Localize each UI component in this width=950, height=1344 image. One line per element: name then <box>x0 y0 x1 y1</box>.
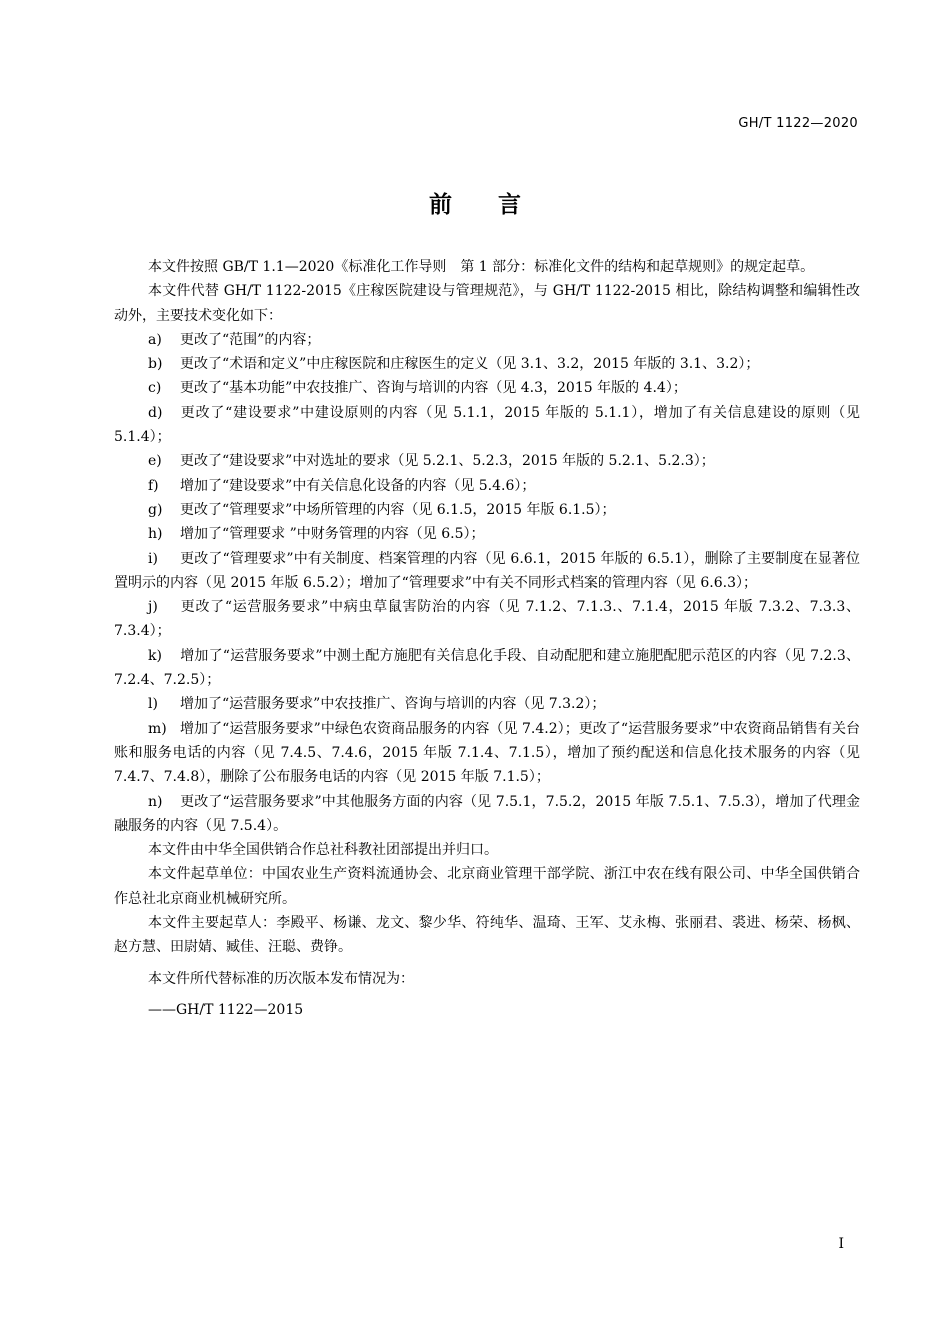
paragraph-replacement: 本文件代替 GH/T 1122-2015《庄稼医院建设与管理规范》，与 GH/T 1122-2015 相比，除结构调整和编辑性改动外，主要技术变化如下： <box>114 283 860 324</box>
preface-body <box>114 255 860 1022</box>
list-item-letter: i) <box>148 550 158 567</box>
list-item-letter: e) <box>148 453 162 470</box>
list-item <box>114 328 860 352</box>
list-item-letter: m) <box>148 720 167 737</box>
list-item <box>114 498 860 522</box>
list-item <box>114 352 860 376</box>
list-item <box>114 692 860 716</box>
changes-list <box>114 328 860 838</box>
list-item <box>114 595 860 644</box>
paragraph-history-version: ——GH/T 1122—2015 <box>148 1001 304 1018</box>
list-item-letter: c) <box>148 380 162 397</box>
list-item <box>114 522 860 546</box>
paragraph-proposer: 本文件由中华全国供销合作总社科教社团部提出并归口。 <box>148 842 498 859</box>
list-item-letter: n) <box>148 793 163 810</box>
list-item-text: 增加了“运营服务要求”中农技推广、咨询与培训的内容（见 7.3.2）； <box>180 696 606 713</box>
paragraph-drafters: 本文件主要起草人：李殿平、杨谦、龙文、黎少华、符纯华、温琦、王军、艾永梅、张丽君、裘进、杨荣、杨枫、赵方慧、田尉婧、臧佳、汪聪、费铮。 <box>114 915 860 956</box>
list-item-text: 更改了“运营服务要求”中病虫草鼠害防治的内容（见 7.1.2、7.1.3.、7.1.4，2015 年版 7.3.2、7.3.3、7.3.4）； <box>114 599 860 640</box>
list-item-text: 更改了“基本功能”中农技推广、咨询与培训的内容（见 4.3，2015 年版的 4.4）； <box>180 380 687 397</box>
list-item-letter: h) <box>148 526 163 543</box>
list-item <box>114 376 860 400</box>
list-item-text: 增加了“运营服务要求”中绿色农资商品服务的内容（见 7.4.2）；更改了“运营服务要求”中农资商品销售有关台账和服务电话的内容（见 7.4.5、7.4.6，2015 年版 7.1.4、7.1.5），增加了预约配送和信息化技术服务的内容（见 7.4.7、7.4.8），删除了公布服务电话的内容（见 2015 年版 7.1.5）； <box>114 720 860 786</box>
paragraph-drafting-units: 本文件起草单位：中国农业生产资料流通协会、北京商业管理干部学院、浙江中农在线有限公司、中华全国供销合作总社北京商业机械研究所。 <box>114 866 860 907</box>
list-item-text: 增加了“建设要求”中有关信息化设备的内容（见 5.4.6）； <box>180 477 536 494</box>
list-item-text: 增加了“运营服务要求”中测土配方施肥有关信息化手段、自动配肥和建立施肥配肥示范区的内容（见 7.2.3、7.2.4、7.2.5）； <box>114 647 860 689</box>
list-item <box>114 790 860 839</box>
list-item-letter: a) <box>148 331 162 348</box>
list-item-letter: j) <box>148 599 158 616</box>
list-item <box>114 401 860 450</box>
list-item <box>114 547 860 596</box>
list-item-letter: k) <box>148 647 162 664</box>
list-item-text: 更改了“建设要求”中对选址的要求（见 5.2.1、5.2.3，2015 年版的 5.2.1、5.2.3）； <box>180 453 715 470</box>
list-item-letter: g) <box>148 501 163 518</box>
list-item-letter: b) <box>148 356 163 373</box>
list-item-text: 更改了“运营服务要求”中其他服务方面的内容（见 7.5.1，7.5.2，2015 年版 7.5.1、7.5.3），增加了代理金融服务的内容（见 7.5.4）。 <box>114 793 860 834</box>
list-item-text: 更改了“管理要求”中场所管理的内容（见 6.1.5，2015 年版 6.1.5）； <box>180 501 616 518</box>
list-item-text: 更改了“术语和定义”中庄稼医院和庄稼医生的定义（见 3.1、3.2，2015 年版的 3.1、3.2）； <box>180 356 760 373</box>
paragraph-history-intro: 本文件所代替标准的历次版本发布情况为： <box>148 970 414 987</box>
list-item-letter: f) <box>148 477 159 494</box>
paragraph-drafting-basis: 本文件按照 GB/T 1.1—2020《标准化工作导则 第 1 部分：标准化文件的结构和起草规则》的规定起草。 <box>148 259 815 275</box>
list-item <box>114 449 860 473</box>
list-item-letter: d) <box>148 404 163 421</box>
list-item-text: 更改了“范围”的内容； <box>180 331 321 348</box>
list-item <box>114 474 860 498</box>
list-item-text: 更改了“管理要求”中有关制度、档案管理的内容（见 6.6.1，2015 年版的 6.5.1），删除了主要制度在显著位置明示的内容（见 2015 年版 6.5.2）；增加了“管理要求”中有关不同形式档案的管理内容（见 6.6.3）； <box>114 550 860 591</box>
page-title: 前言 <box>429 192 567 218</box>
list-item-text: 更改了“建设要求”中建设原则的内容（见 5.1.1，2015 年版的 5.1.1），增加了有关信息建设的原则（见 5.1.4）； <box>114 404 860 446</box>
list-item <box>114 644 860 693</box>
list-item-text: 增加了“管理要求 ”中财务管理的内容（见 6.5）； <box>180 526 485 543</box>
spacer <box>114 991 860 998</box>
spacer <box>114 960 860 967</box>
list-item <box>114 717 860 790</box>
document-code-header: GH/T 1122—2020 <box>738 116 858 131</box>
page-number: I <box>838 1236 844 1252</box>
list-item-letter: l) <box>148 696 158 713</box>
